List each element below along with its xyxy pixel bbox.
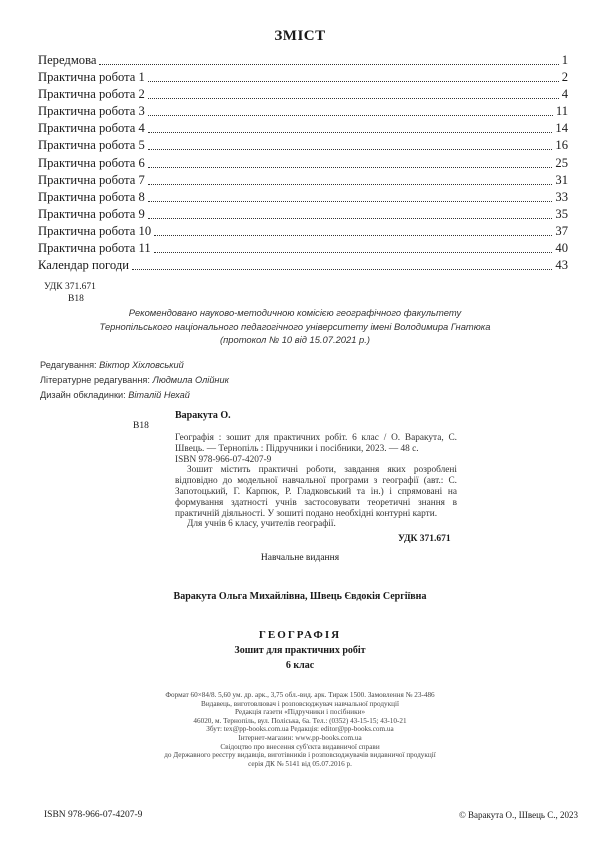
editor-role: Редагування: bbox=[40, 360, 97, 370]
toc-dot-leader bbox=[154, 226, 552, 236]
toc-entry bbox=[38, 86, 568, 103]
editor-name: Віктор Хіхловський bbox=[99, 360, 184, 370]
table-of-contents bbox=[38, 52, 568, 274]
toc-entry-page: 33 bbox=[555, 189, 568, 204]
toc-entry-label: Практична робота 8 bbox=[38, 189, 145, 204]
editor-line bbox=[40, 358, 229, 373]
toc-dot-leader bbox=[154, 243, 553, 253]
recommendation-line: (протокол № 10 від 15.07.2021 р.) bbox=[220, 334, 370, 345]
toc-dot-leader bbox=[99, 55, 558, 65]
toc-dot-leader bbox=[148, 140, 553, 150]
toc-entry-label: Практична робота 4 bbox=[38, 121, 145, 136]
toc-entry-label: Практична робота 10 bbox=[38, 223, 152, 238]
toc-entry-page: 35 bbox=[555, 206, 568, 221]
toc-entry bbox=[38, 257, 568, 274]
toc-entry-page: 14 bbox=[555, 121, 568, 136]
toc-entry-page: 43 bbox=[555, 258, 568, 273]
cip-udk: УДК 371.671 bbox=[398, 534, 451, 544]
cip-record bbox=[175, 433, 457, 530]
book-grade: 6 клас bbox=[285, 660, 315, 671]
toc-dot-leader bbox=[148, 175, 553, 185]
toc-entry-label: Практична робота 11 bbox=[38, 241, 151, 256]
footer-copyright: © Варакута О., Швець С., 2023 bbox=[458, 810, 578, 820]
toc-entry-page: 2 bbox=[561, 70, 568, 85]
imprint-line: Інтернет-магазин: www.pp-books.com.ua bbox=[238, 733, 362, 742]
recommendation-line: Рекомендовано науково-методичною комісією географічного факультету bbox=[128, 307, 462, 318]
editor-line bbox=[40, 373, 229, 388]
editor-role: Дизайн обкладинки: bbox=[40, 390, 126, 400]
imprint-line: Формат 60×84/8. 5,60 ум. др. арк., 3,75 обл.-вид. арк. Тираж 1500. Замовлення № 23-486 bbox=[165, 691, 435, 699]
toc-entry bbox=[38, 120, 568, 137]
imprint-line: серія ДК № 5141 від 05.07.2016 р. bbox=[248, 759, 352, 768]
toc-dot-leader bbox=[132, 260, 552, 270]
toc-entry-label: Календар погоди bbox=[38, 258, 129, 273]
toc-entry-page: 11 bbox=[555, 104, 568, 119]
editor-name: Людмила Олійник bbox=[152, 375, 229, 385]
editors-credits bbox=[40, 358, 229, 403]
imprint-block bbox=[60, 691, 540, 768]
toc-entry bbox=[38, 206, 568, 223]
book-subtitle: Зошит для практичних робіт bbox=[234, 645, 366, 656]
editor-name: Віталій Нехай bbox=[128, 390, 190, 400]
toc-entry-label: Практична робота 1 bbox=[38, 70, 145, 85]
toc-entry-label: Передмова bbox=[38, 53, 97, 67]
toc-entry bbox=[38, 223, 568, 240]
authors-full-names: Варакута Ольга Михайлівна, Швець Євдокія Сергіївна bbox=[173, 591, 427, 602]
toc-entry bbox=[38, 240, 568, 257]
imprint-line: 46020, м. Тернопіль, вул. Поліська, 6а. Тел.: (0352) 43-15-15; 43-10-21 bbox=[193, 716, 407, 725]
toc-entry bbox=[38, 155, 568, 172]
toc-dot-leader bbox=[148, 209, 553, 219]
toc-entry-label: Практична робота 6 bbox=[38, 155, 145, 170]
cip-annotation: Зошит містить практичні роботи, завдання яких розроблені відповідно до модельної навчальної програми з географії (авт.: С. Запотоцький, Г. Карпюк, Р. Гладковський та ін.) і спрямовані на формування здатності учнів застосовувати теоретичні знання в практичній діяльності. У зошиті подано необхідні контурні карти. bbox=[175, 465, 457, 519]
toc-entry-label: Практична робота 3 bbox=[38, 104, 145, 119]
toc-entry-label: Практична робота 5 bbox=[38, 138, 145, 153]
toc-entry-label: Практична робота 7 bbox=[38, 172, 145, 187]
editor-line bbox=[40, 388, 229, 403]
imprint-line: Видавець, виготовлювач і розповсюджувач навчальної продукції bbox=[201, 699, 399, 708]
toc-entry bbox=[38, 172, 568, 189]
cip-isbn: ISBN 978-966-07-4207-9 bbox=[175, 454, 272, 465]
toc-entry bbox=[38, 189, 568, 206]
recommendation-line: Тернопільського національного педагогічного університету імені Володимира Гнатюка bbox=[99, 320, 491, 332]
editor-role: Літературне редагування: bbox=[40, 375, 150, 385]
toc-dot-leader bbox=[148, 72, 559, 82]
udk-code: УДК 371.671 bbox=[44, 282, 96, 292]
toc-entry-page: 16 bbox=[555, 138, 568, 153]
toc-entry-page: 31 bbox=[555, 172, 568, 187]
toc-entry-page: 1 bbox=[561, 53, 568, 67]
cip-audience: Для учнів 6 класу, учителів географії. bbox=[187, 519, 336, 530]
toc-dot-leader bbox=[148, 89, 559, 99]
book-subject: ГЕОГРАФІЯ bbox=[258, 629, 342, 641]
toc-entry-label: Практична робота 2 bbox=[38, 87, 145, 102]
cip-description: Географія : зошит для практичних робіт. 6 клас / О. Варакута, С. Швець. — Тернопіль : Підручники і посібники, 2023. — 48 с. bbox=[175, 433, 457, 454]
toc-entry bbox=[38, 69, 568, 86]
imprint-line: Свідоцтво про внесення суб'єкта видавничої справи bbox=[220, 742, 380, 751]
toc-entry-page: 25 bbox=[555, 155, 568, 170]
imprint-line: Редакція газети «Підручники і посібники» bbox=[234, 708, 366, 717]
footer-isbn: ISBN 978-966-07-4207-9 bbox=[44, 810, 143, 820]
imprint-line: Збут: tex@pp-books.com.ua Редакція: editor@pp-books.com.ua bbox=[206, 725, 394, 734]
toc-dot-leader bbox=[148, 192, 553, 202]
toc-title: ЗМІСТ bbox=[274, 28, 326, 44]
toc-dot-leader bbox=[148, 158, 553, 168]
edition-type: Навчальне видання bbox=[260, 553, 340, 563]
toc-entry-label: Практична робота 9 bbox=[38, 206, 145, 221]
toc-entry-page: 4 bbox=[561, 87, 568, 102]
bbk-code: В18 bbox=[68, 294, 84, 304]
imprint-line: до Державного реєстру видавців, виготівників і розповсюджувачів видавничої продукції bbox=[164, 751, 436, 760]
toc-entry bbox=[38, 137, 568, 154]
toc-entry bbox=[38, 52, 568, 69]
toc-entry-page: 37 bbox=[555, 223, 568, 238]
toc-dot-leader bbox=[148, 123, 553, 133]
toc-dot-leader bbox=[148, 106, 553, 116]
toc-entry-page: 40 bbox=[555, 241, 568, 256]
toc-entry bbox=[38, 103, 568, 120]
cip-author: Варакута О. bbox=[175, 410, 231, 421]
recommendation-note bbox=[60, 306, 530, 347]
cip-code: В18 bbox=[133, 421, 149, 431]
